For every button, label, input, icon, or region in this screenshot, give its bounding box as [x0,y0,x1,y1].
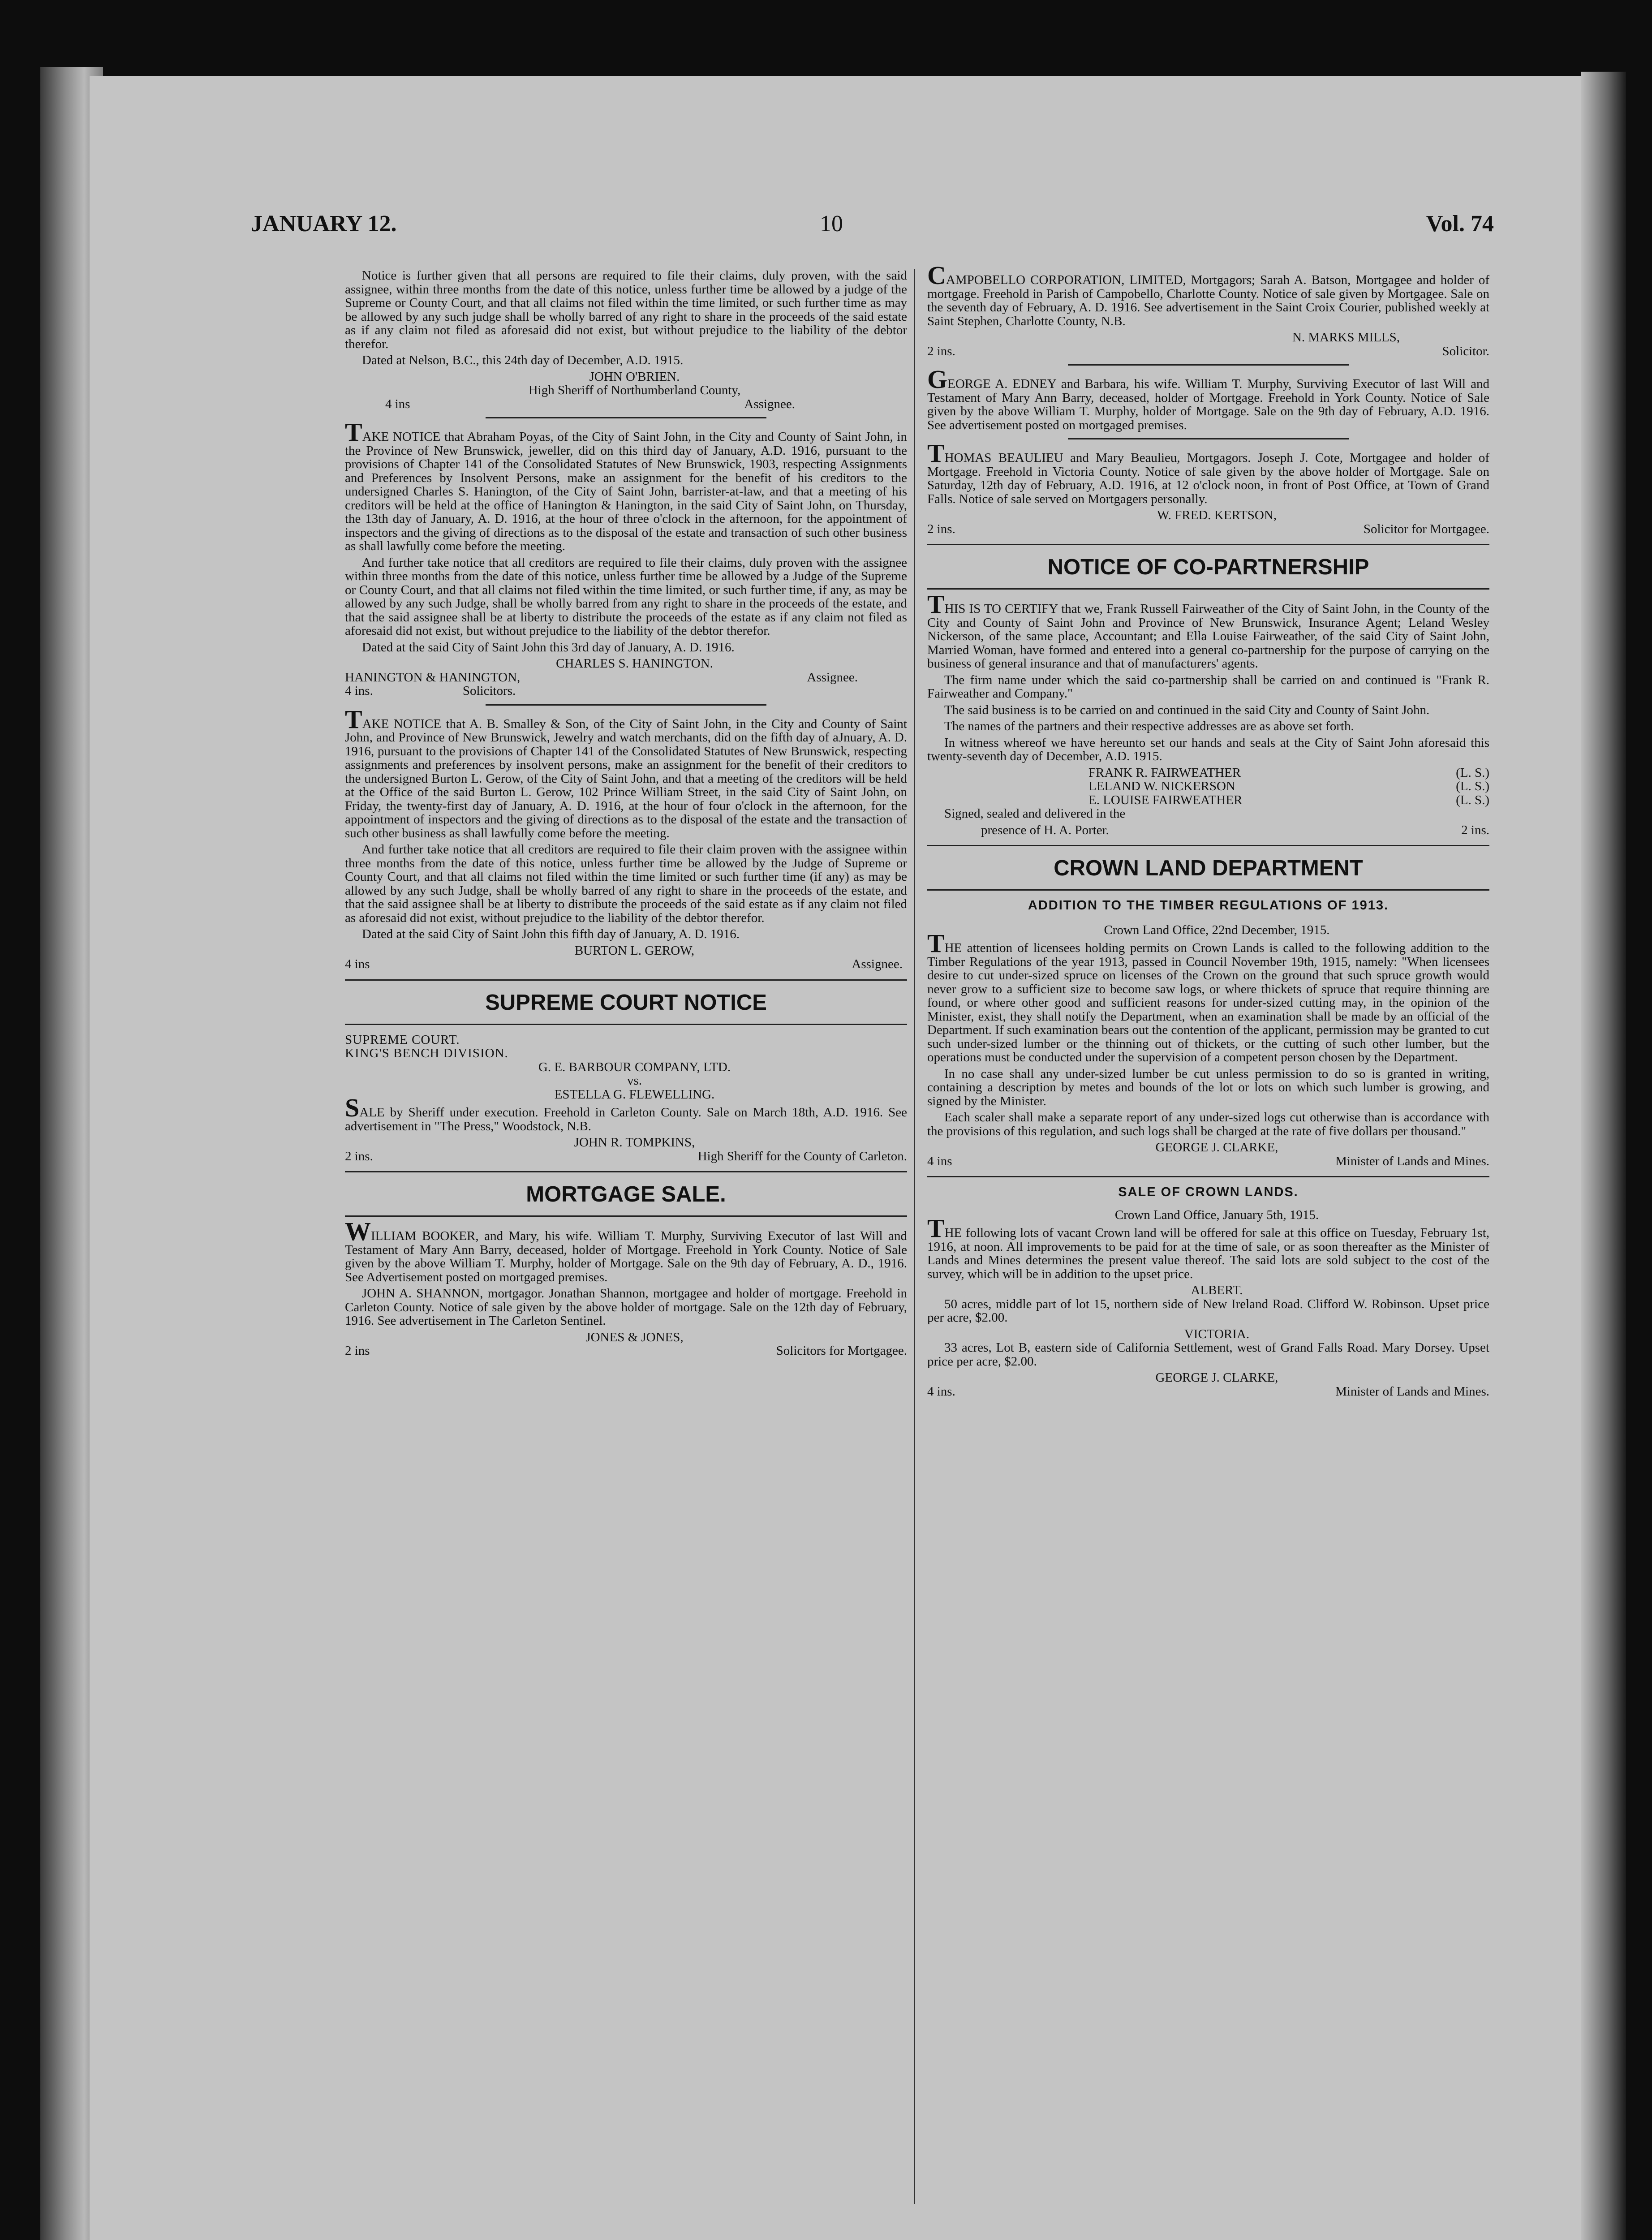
drop-cap: T [927,1214,945,1243]
signatory-name: GEORGE J. CLARKE, [1155,1140,1278,1154]
solicitor-firm: HANINGTON & HANINGTON, [345,670,521,685]
court-division: KING'S BENCH DIVISION. [345,1046,508,1060]
notice-dated: Dated at Nelson, B.C., this 24th day of December, A.D. 1915. [362,353,684,367]
edney-notice [927,365,1489,432]
drop-cap: S [345,1093,360,1122]
notice-body: Notice is further given that all persons are required to file their claims, duly proven, with the said assignee, within three months from the date of this notice, unless further time be allowed by a judge of the Supreme or County Court, and that all claims not filed within the time limited, or such further time as may be allowed by any such judge shall be wholly barred of any right to share in the proceeds of the said estate as if any claim not filed as aforesaid did not exist, but without prejudice to the liability of the debtor therefor. [345,268,907,351]
partner-name: FRANK R. FAIRWEATHER [1088,765,1241,780]
divider [927,544,1489,545]
notice-body-continued: And further take notice that all creditors are required to file their claims, duly proven with the assignee within three months from the date of this notice, unless further time be allowed by a Judge of the Supreme or County Court, and that all claims not filed within the time limited, or such further time, if any, as may be allowed by any such Judge, shall be wholly barred from any right to share in the proceeds of the estate, and that the said assignee shall be at liberty to distribute the proceeds of the estate as if any claim not filed as aforesaid did not exist, but without prejudice to the liability of the debtor therefor. [345,555,907,638]
insertions: 2 ins. [1461,823,1489,837]
witness-paragraph: In witness whereof we have hereunto set our hands and seals at the City of Saint John aforesaid this twenty-seventh day of December, A.D. 1915. [927,735,1489,763]
right-column [927,261,1489,1399]
partner-seal: (L. S.) [1456,779,1489,793]
signatory-role: Assignee. [807,670,858,685]
signatory-name: JONES & JONES, [585,1330,684,1344]
partners-addresses-paragraph: The names of the partners and their respective addresses are as above set forth. [944,719,1354,733]
partner-signature [1088,766,1489,780]
county-heading: ALBERT. [1191,1283,1243,1297]
lot-description: 50 acres, middle part of lot 15, northern side of New Ireland Road. Clifford W. Robinson. Upset price per acre, $2.00. [927,1297,1489,1325]
divider [345,979,907,981]
signatory-role: Solicitor. [1442,344,1489,358]
supreme-court-notice [345,990,907,1163]
column-divider [914,269,915,2204]
signatory-title: High Sheriff for the County of Carleton. [697,1149,907,1163]
notice-body-continued: And further take notice that all creditors are required to file their claim proven with the assignee within three months from the date of this notice, unless further time be allowed by the Judge of Supreme or County Court, and that all claims not filed within the time limited or such further time (if any) as may be allowed by any such Judge, shall be wholly barred of any right to share in the proceeds of the estate, and that the said assignee shall be at liberty to distribute the proceeds of the said estate as if any claim not filed as aforesaid did not exist, without prejudice to the liability of the debtor therefor. [345,842,907,925]
notice-body: HE following lots of vacant Crown land will be offered for sale at this office on Tuesday, February 1st, 1916, at noon. All improvements to be paid for at the time of sale, or as soon thereafter as the Minister of Lands and Mines determines the present value thereof. The said lots are sold subject to the cost of the survey, which will be in addition to the upset price. [927,1226,1489,1281]
notice-body: HE attention of licensees holding permits on Crown Lands is called to the following addition to the Timber Regulations of the year 1913, passed in Council November 19th, 1915, namely: "When licensees desire to cut under-sized spruce on licenses of the Crown on the ground that such spruce growth would never grow to a sufficient size to become saw logs, or where thickets of spruce that require thinning are found, or where other good and sufficient reasons for under-sized cutting may, in the opinion of the Minister, exist, they shall notify the Department, when an examination shall be made by an official of the Department. If such examination bears out the contention of the applicant, permission may be granted to cut such under-sized lumber or the thinning out of thickets, or the cutting of such other lumber, but the operations must be conducted under the supervision of a competent person chosen by the Department. [927,941,1489,1064]
notice-body: AKE NOTICE that A. B. Smalley & Son, of the City of Saint John, in the City and County of Saint John, and Province of New Brunswick, Jewelry and watch merchants, did on the fifth day of aJnuary, A. D. 1916, pursuant to the provisions of Chapter 141 of the Consolidated Statutes of New Brunswick, respecting assignments and preferences by insolvent persons, make an assignment for the benefit of their creditors to the undersigned Burton L. Gerow, of the City of Saint John, and that a meeting of the creditors will be held at the Office of the said Burton L. Gerow, 102 Prince William Street, in the said City of Saint John, on Friday, the twenty-first day of January, A. D. 1916, at the hour of four o'clock in the afternoon, for the appointment of inspectors and the giving of directions as to the disposal of the estate and the transaction of such other business as shall lawfully come before the meeting. [345,716,907,840]
partner-name: E. LOUISE FAIRWEATHER [1088,793,1243,807]
notice-dated: Dated at the said City of Saint John this 3rd day of January, A. D. 1916. [362,640,735,655]
divider [927,889,1489,891]
signatory-title: Minister of Lands and Mines. [1335,1154,1489,1168]
notice-body: AMPOBELLO CORPORATION, LIMITED, Mortgagors; Sarah A. Batson, Mortgagee and holder of mortgage. Freehold in Parish of Campobello, Charlotte County. Notice of sale given by Mortgagee. Sale on the seventh day of February, A. D. 1916. See advertisement in the Saint Croix Courier, published weekly at Saint Stephen, Charlotte County, N.B. [927,273,1489,328]
section-heading: MORTGAGE SALE. [526,1182,726,1206]
drop-cap: W [345,1217,371,1246]
mortgage-sale [345,1181,907,1358]
signatory-name: N. MARKS MILLS, [1292,330,1400,345]
plaintiff: G. E. BARBOUR COMPANY, LTD. [538,1060,731,1074]
shannon-notice: JOHN A. SHANNON, mortgagor. Jonathan Shannon, mortgagee and holder of mortgage. Freehold in Carleton County. Notice of sale given by the above holder of mortgage. Sale on the 12th day of February, 1916. See advertisement in The Carleton Sentinel. [345,1286,907,1328]
divider [927,845,1489,846]
issue-date: JANUARY 12. [251,211,397,237]
divider [927,588,1489,590]
smalley-notice [345,704,907,971]
left-column [345,269,907,1358]
divider [345,1171,907,1172]
poyas-notice [345,418,907,698]
campobello-notice [927,261,1489,358]
insertions: 4 ins. [927,1384,955,1399]
signatory-title: Minister of Lands and Mines. [1335,1384,1489,1399]
notice-body: HOMAS BEAULIEU and Mary Beaulieu, Mortgagors. Joseph J. Cote, Mortgagee and holder of Mortgage. Freehold in Victoria County. Notice of sale given by the above holder of Mortgage. Sale on Saturday, 12th day of February, A.D. 1916, at 12 o'clock noon, in front of Post Office, at Town of Grand Falls. Notice of sale served on Mortgagers personally. [927,451,1489,506]
versus: vs. [627,1073,642,1088]
co-partnership-notice [927,554,1489,837]
section-heading: SUPREME COURT NOTICE [485,990,767,1015]
scaler-paragraph: Each scaler shall make a separate report of any under-sized logs cut otherwise than is accordance with the provisions of this regulation, and such logs shall be charged at the rate of five dollars per thousand." [927,1110,1489,1138]
permission-paragraph: In no case shall any under-sized lumber be cut unless permission to do so is granted in writing, containing a description by metes and bounds of the lot or lots on which such lumber is growing, and signed by the Minister. [927,1066,1489,1108]
divider [1068,438,1349,439]
notice-body: ALE by Sheriff under execution. Freehold in Carleton County. Sale on March 18th, A.D. 1916. See advertisement in "The Press," Woodstock, N.B. [345,1105,907,1133]
signatory-name: BURTON L. GEROW, [574,943,695,958]
insertions: 2 ins [345,1344,370,1358]
signatory-role: Assignee. [744,396,795,411]
office-dateline: Crown Land Office, January 5th, 1915. [1114,1207,1319,1222]
county-heading: VICTORIA. [1184,1327,1250,1341]
signatory-role: Solicitor for Mortgagee. [1363,521,1489,536]
insertions: 2 ins. [927,521,955,536]
signatory-role: Solicitors for Mortgagee. [776,1344,907,1358]
insertions: 4 ins [927,1154,952,1168]
drop-cap: C [927,261,946,290]
partner-seal: (L. S.) [1456,765,1489,780]
signatory-title: High Sheriff of Northumberland County, [528,383,741,397]
drop-cap: T [927,590,945,619]
insertions: 2 ins. [927,344,955,358]
court-name: SUPREME COURT. [345,1032,460,1047]
partner-name: LELAND W. NICKERSON [1088,779,1235,793]
divider [486,417,767,418]
section-subheading: ADDITION TO THE TIMBER REGULATIONS OF 1913. [1028,898,1389,913]
notice-body: HIS IS TO CERTIFY that we, Frank Russell Fairweather of the City of Saint John, in the County of the City and County of Saint John and Province of New Brunswick, Insurance Agent; Leland Wesley Nickerson, of the same place, Accountant; and Ella Louise Fairweather, of the said City of Saint John, Married Woman, have formed and entered into a general co-partnership for the purpose of carrying on the business of general insurance and that of manufacturers' agents. [927,602,1489,671]
signatory-role: Assignee. [852,957,903,971]
notice-body: AKE NOTICE that Abraham Poyas, of the City of Saint John, in the City and County of Saint John, in the Province of New Brunswick, jeweller, did on this third day of January, A.D. 1916, pursuant to the provisions of Chapter 141 of the Consolidated Statutes of New Brunswick, 1903, respecting Assignments and Preferences by Insolvent Persons, make an assignment for the benefit of his creditors to the undersigned Charles S. Hanington, of the City of Saint John, barrister-at-law, and that a meeting of his creditors will be held at the office of Hanington & Hanington, in the said City of Saint John, on Thursday, the 13th day of January, A. D. 1916, at the hour of three o'clock in the afternoon, for the appointment of inspectors and the giving of directions as to the disposal of the estate and transaction of such other business as shall lawfully come before the meeting. [345,430,907,553]
divider [345,1024,907,1025]
page-edge-shadow [1581,72,1626,2240]
signatory-name: W. FRED. KERTSON, [1157,508,1277,522]
page-content [251,211,1494,2191]
section-heading: NOTICE OF CO-PARTNERSHIP [1047,555,1369,579]
page-number: 10 [820,211,843,237]
drop-cap: G [927,365,948,394]
signatory-name: GEORGE J. CLARKE, [1155,1370,1278,1385]
partner-signature [1088,793,1489,807]
business-location-paragraph: The said business is to be carried on and continued in the said City and County of Saint John. [944,702,1430,717]
section-heading: SALE OF CROWN LANDS. [1118,1185,1299,1199]
insertions: 2 ins. [345,1149,373,1163]
insertions: 4 ins [345,957,370,971]
drop-cap: T [345,418,362,447]
notice-dated: Dated at the said City of Saint John this fifth day of January, A. D. 1916. [362,927,740,941]
drop-cap: T [927,929,945,958]
insertions: 4 ins. [345,684,373,698]
running-head [251,211,1494,242]
solicitors-label: Solicitors. [462,684,516,698]
divider [1068,364,1349,366]
signed-sealed: Signed, sealed and delivered in the [944,806,1126,821]
partner-signature [1088,780,1489,793]
drop-cap: T [927,439,945,468]
signatory-name: JOHN O'BRIEN. [589,369,680,384]
beaulieu-notice [927,439,1489,536]
crown-land-notice [927,855,1489,1168]
signatory-name: CHARLES S. HANINGTON. [556,656,713,671]
drop-cap: T [345,704,362,734]
firm-name-paragraph: The firm name under which the said co-partnership shall be carried on and continued is "Frank R. Fairweather and Company." [927,672,1489,701]
crown-land-sale [927,1185,1489,1398]
obrien-notice [345,269,907,411]
section-heading: CROWN LAND DEPARTMENT [1054,856,1363,880]
divider [927,1176,1489,1177]
defendant: ESTELLA G. FLEWELLING. [554,1087,715,1102]
signatory-name: JOHN R. TOMPKINS, [574,1135,695,1150]
notice-body: ILLIAM BOOKER, and Mary, his wife. William T. Murphy, Surviving Executor of last Will and Testament of Mary Ann Barry, deceased, holder of Mortgage. Freehold in York County. Notice of Sale given by the above William T. Murphy, holder of Mortgage. Sale on the 9th day of February, A. D., 1916. See Advertisement posted on mortgaged premises. [345,1229,907,1284]
volume-number: Vol. 74 [1426,211,1494,237]
notice-body: EORGE A. EDNEY and Barbara, his wife. William T. Murphy, Surviving Executor of last Will and Testament of Mary Ann Barry, deceased, holder of Mortgage. Freehold in York County. Notice of Sale given by the above William T. Murphy, holder of Mortgage. Sale on the 9th day of February, A.D. 1916. See advertisement posted on mortgaged premises. [927,377,1489,432]
partner-seal: (L. S.) [1456,793,1489,807]
lot-description: 33 acres, Lot B, eastern side of California Settlement, west of Grand Falls Road. Mary Dorsey. Upset price per acre, $2.00. [927,1340,1489,1369]
insertions: 4 ins [385,396,410,411]
divider [486,704,767,706]
witness-name: presence of H. A. Porter. [981,823,1109,837]
divider [345,1215,907,1217]
office-dateline: Crown Land Office, 22nd December, 1915. [1104,922,1330,937]
